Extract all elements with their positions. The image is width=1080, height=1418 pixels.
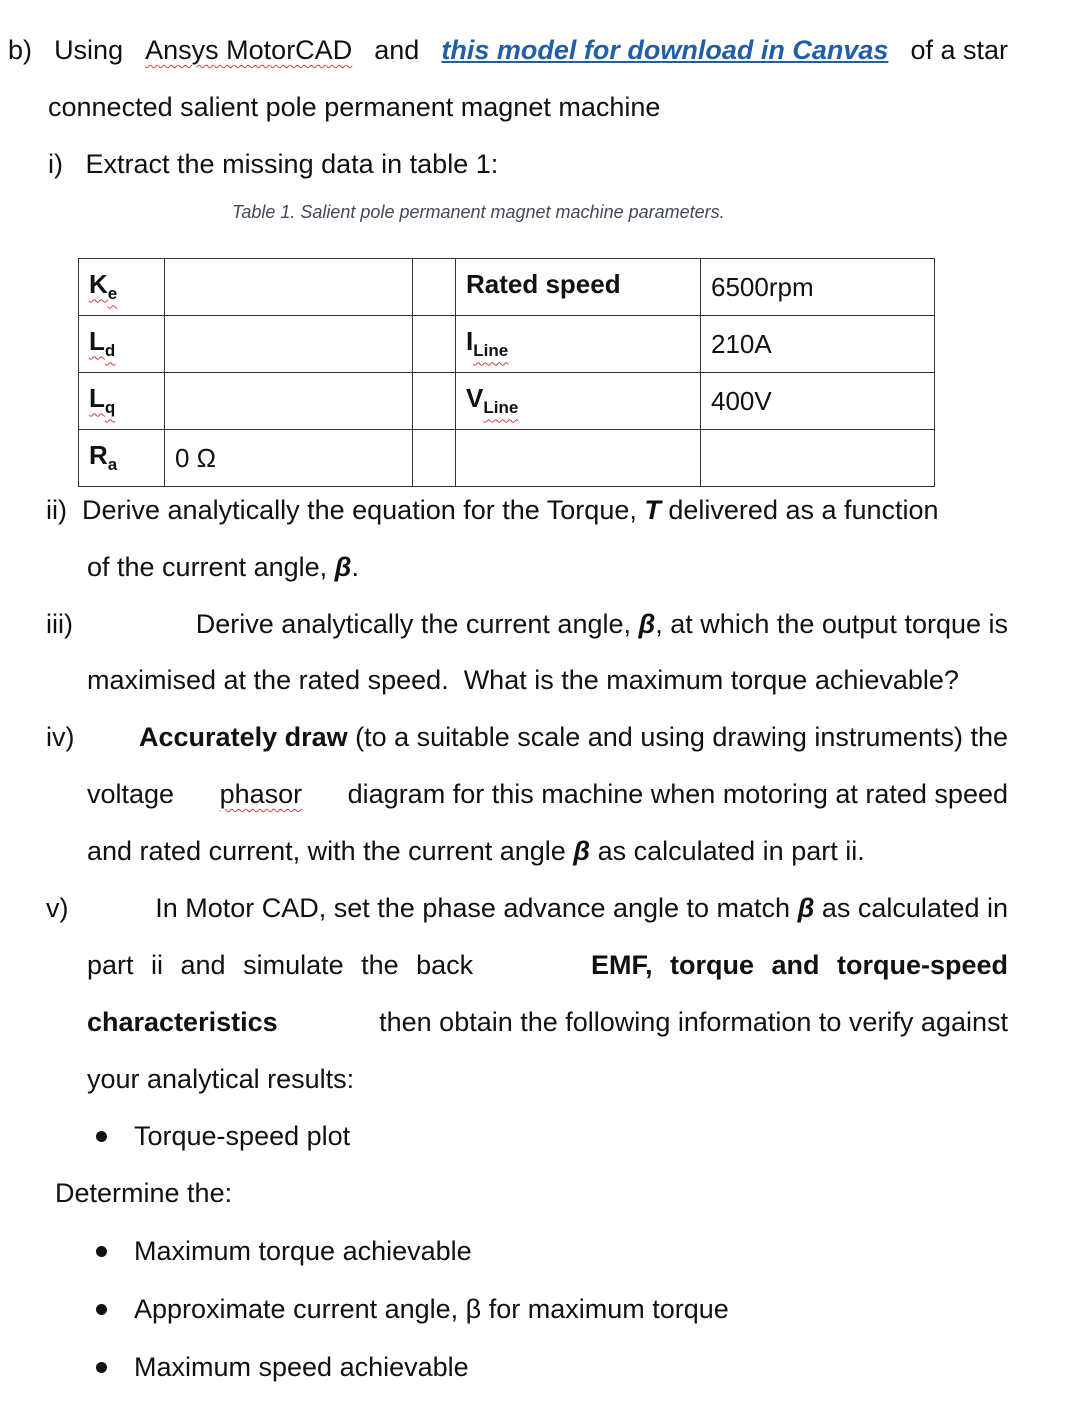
part-i-text: Extract the missing data in table 1: bbox=[85, 149, 499, 179]
canvas-model-link[interactable]: this model for download in Canvas bbox=[441, 35, 889, 65]
table-caption: Table 1. Salient pole permanent magnet machine parameters. bbox=[232, 202, 725, 222]
question-intro-line2: connected salient pole permanent magnet machine bbox=[48, 92, 661, 122]
beta-symbol: β bbox=[638, 609, 656, 639]
part-iii-line1: iii) Derive analytically the current angle, β, at which the output torque is bbox=[46, 609, 1008, 639]
part-v-line4: your analytical results: bbox=[87, 1064, 355, 1094]
parameters-table bbox=[78, 258, 935, 487]
phasor-word: phasor bbox=[219, 779, 303, 809]
param-value[interactable] bbox=[165, 316, 413, 373]
bullet-torque-speed: Torque-speed plot bbox=[134, 1121, 351, 1151]
intro-and: and bbox=[374, 35, 420, 65]
spacer-cell bbox=[413, 259, 456, 316]
spec-value: 6500rpm bbox=[701, 259, 935, 316]
spacer-cell bbox=[413, 430, 456, 487]
part-v-label: v) bbox=[46, 893, 69, 923]
intro-using: Using bbox=[54, 35, 124, 65]
software-name: Ansys MotorCAD bbox=[145, 35, 353, 65]
part-v-line3: characteristics then obtain the following information to verify against bbox=[87, 1007, 1008, 1037]
bullet-icon bbox=[96, 1246, 107, 1257]
table-row bbox=[79, 373, 935, 430]
bullet-icon bbox=[96, 1304, 107, 1315]
part-ii-line2: of the current angle, β. bbox=[87, 552, 359, 582]
part-iii-label: iii) bbox=[46, 609, 73, 639]
spec-value: 400V bbox=[701, 373, 935, 430]
param-symbol: $L_d$ bbox=[79, 316, 165, 373]
bullet-icon bbox=[96, 1362, 107, 1373]
table-row bbox=[79, 316, 935, 373]
determine-item: Approximate current angle, β for maximum torque bbox=[134, 1294, 729, 1324]
spec-value: 210A bbox=[701, 316, 935, 373]
part-i-label: i) bbox=[48, 149, 63, 179]
part-ii-label: ii) bbox=[46, 495, 67, 525]
part-v-line1: v) In Motor CAD, set the phase advance angle to match β as calculated in bbox=[46, 893, 1008, 923]
beta-symbol: β bbox=[797, 893, 815, 923]
param-symbol: $R_a$ bbox=[79, 430, 165, 487]
beta-symbol: β bbox=[334, 552, 352, 582]
spec-value bbox=[701, 430, 935, 487]
spec-name: Rated speed bbox=[456, 259, 701, 316]
param-symbol: $L_q$ bbox=[79, 373, 165, 430]
param-symbol: $K_e$ bbox=[79, 259, 165, 316]
param-value[interactable] bbox=[165, 373, 413, 430]
spacer-cell bbox=[413, 373, 456, 430]
question-intro-line1 bbox=[8, 33, 1008, 67]
param-value: 0 Ω bbox=[165, 430, 413, 487]
part-iii-line2: maximised at the rated speed. What is the maximum torque achievable? bbox=[87, 665, 959, 695]
part-i bbox=[48, 147, 498, 181]
beta-symbol: β bbox=[573, 836, 591, 866]
table-row bbox=[79, 430, 935, 487]
part-iv-line3: and rated current, with the current angle β as calculated in part ii. bbox=[87, 836, 865, 866]
question-label: b) bbox=[8, 35, 33, 65]
part-v-line2: part ii and simulate the back EMF, torque and torque-speed bbox=[87, 950, 1008, 980]
intro-post: of a star bbox=[910, 35, 1008, 65]
determine-item: Maximum speed achievable bbox=[134, 1352, 469, 1382]
table-row bbox=[79, 259, 935, 316]
part-iv-label: iv) bbox=[46, 722, 75, 752]
part-iv-line1: iv) Accurately draw (to a suitable scale and using drawing instruments) the bbox=[46, 722, 1008, 752]
spec-name bbox=[456, 430, 701, 487]
spec-name: $V_{Line}$ bbox=[456, 373, 701, 430]
determine-item: Maximum torque achievable bbox=[134, 1236, 472, 1266]
part-iv-line2: voltage phasor diagram for this machine when motoring at rated speed bbox=[87, 779, 1008, 809]
part-ii-line1: ii) Derive analytically the equation for the Torque, T delivered as a function bbox=[46, 495, 939, 525]
spacer-cell bbox=[413, 316, 456, 373]
spec-name: $I_{Line}$ bbox=[456, 316, 701, 373]
bullet-icon bbox=[96, 1131, 107, 1142]
param-value[interactable] bbox=[165, 259, 413, 316]
determine-heading: Determine the: bbox=[55, 1178, 233, 1208]
torque-symbol: T bbox=[644, 495, 661, 525]
